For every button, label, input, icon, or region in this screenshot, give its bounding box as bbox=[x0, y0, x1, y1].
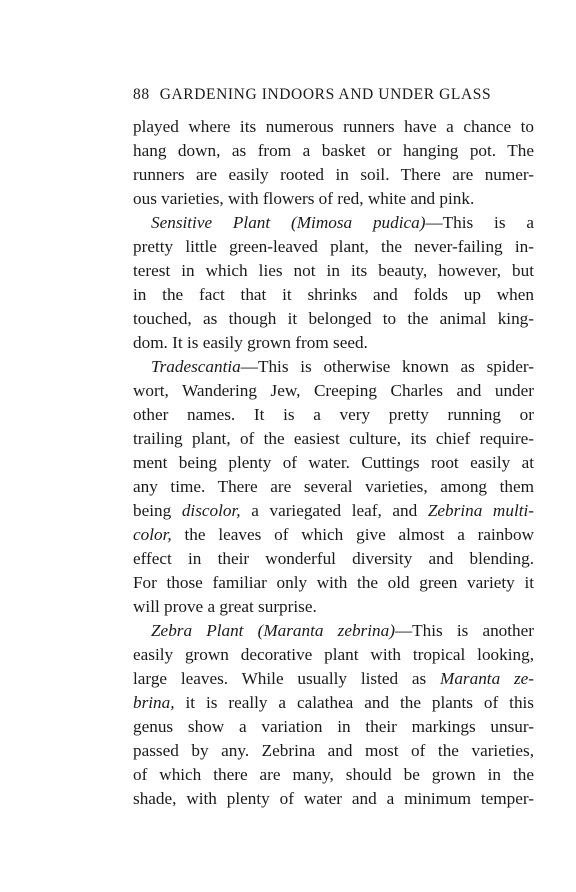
italic-term: Sensitive Plant (Mimosa pudica) bbox=[151, 213, 426, 232]
text-line: in the fact that it shrinks and folds up when bbox=[133, 285, 534, 304]
text-line: For those familiar only with the old green variety it bbox=[133, 573, 534, 592]
text-line: trailing plant, of the easiest culture, its chief require- bbox=[133, 429, 534, 448]
text-line: terest in which lies not in its beauty, however, but bbox=[133, 261, 534, 280]
text-line: brina, it is really a calathea and the plants of this bbox=[133, 693, 534, 712]
text-line: played where its numerous runners have a chance to bbox=[133, 117, 534, 136]
text-line: runners are easily rooted in soil. There are numer- bbox=[133, 165, 534, 184]
page-number: 88 bbox=[133, 86, 150, 103]
italic-term: Zebra Plant (Maranta zebrina) bbox=[151, 621, 395, 640]
body-text bbox=[133, 115, 534, 811]
text-line: passed by any. Zebrina and most of the varieties, bbox=[133, 741, 534, 760]
italic-term: Maranta ze- bbox=[440, 669, 535, 688]
text-line: wort, Wandering Jew, Creeping Charles and under bbox=[133, 381, 534, 400]
italic-term: color, bbox=[133, 525, 172, 544]
italic-term: brina, bbox=[133, 693, 175, 712]
italic-term: Tradescantia bbox=[151, 357, 241, 376]
text-line: ous varieties, with flowers of red, white and pink. bbox=[133, 189, 475, 208]
text-line: hang down, as from a basket or hanging pot. The bbox=[133, 141, 534, 160]
text-line: easily grown decorative plant with tropical looking, bbox=[133, 645, 534, 664]
text-line: other names. It is a very pretty running or bbox=[133, 405, 534, 424]
text-line: effect in their wonderful diversity and blending. bbox=[133, 549, 534, 568]
text-line-zebra-plant-heading: Zebra Plant (Maranta zebrina)—This is another bbox=[151, 621, 534, 640]
text-line-sensitive-plant-heading: Sensitive Plant (Mimosa pudica)—This is a bbox=[151, 213, 534, 232]
italic-term: Zebrina multi- bbox=[427, 501, 534, 520]
text-line: ment being plenty of water. Cuttings root easily at bbox=[133, 453, 534, 472]
text-line: shade, with plenty of water and a minimum temper- bbox=[133, 789, 534, 808]
running-head bbox=[133, 86, 533, 104]
text-line: any time. There are several varieties, among them bbox=[133, 477, 534, 496]
text-line: dom. It is easily grown from seed. bbox=[133, 333, 368, 352]
running-title: GARDENING INDOORS AND UNDER GLASS bbox=[159, 86, 492, 103]
text-line-tradescantia-heading: Tradescantia—This is otherwise known as spider- bbox=[151, 357, 534, 376]
text-line: will prove a great surprise. bbox=[133, 597, 317, 616]
italic-term: discolor, bbox=[181, 501, 241, 520]
text-line: pretty little green-leaved plant, the never-failing in- bbox=[133, 237, 534, 256]
text-line: color, the leaves of which give almost a rainbow bbox=[133, 525, 534, 544]
text-line: being discolor, a variegated leaf, and Zebrina multi- bbox=[133, 501, 534, 520]
text-line: of which there are many, should be grown in the bbox=[133, 765, 534, 784]
text-line: touched, as though it belonged to the animal king- bbox=[133, 309, 534, 328]
text-line: genus show a variation in their markings unsur- bbox=[133, 717, 534, 736]
text-line: large leaves. While usually listed as Maranta ze- bbox=[133, 669, 535, 688]
